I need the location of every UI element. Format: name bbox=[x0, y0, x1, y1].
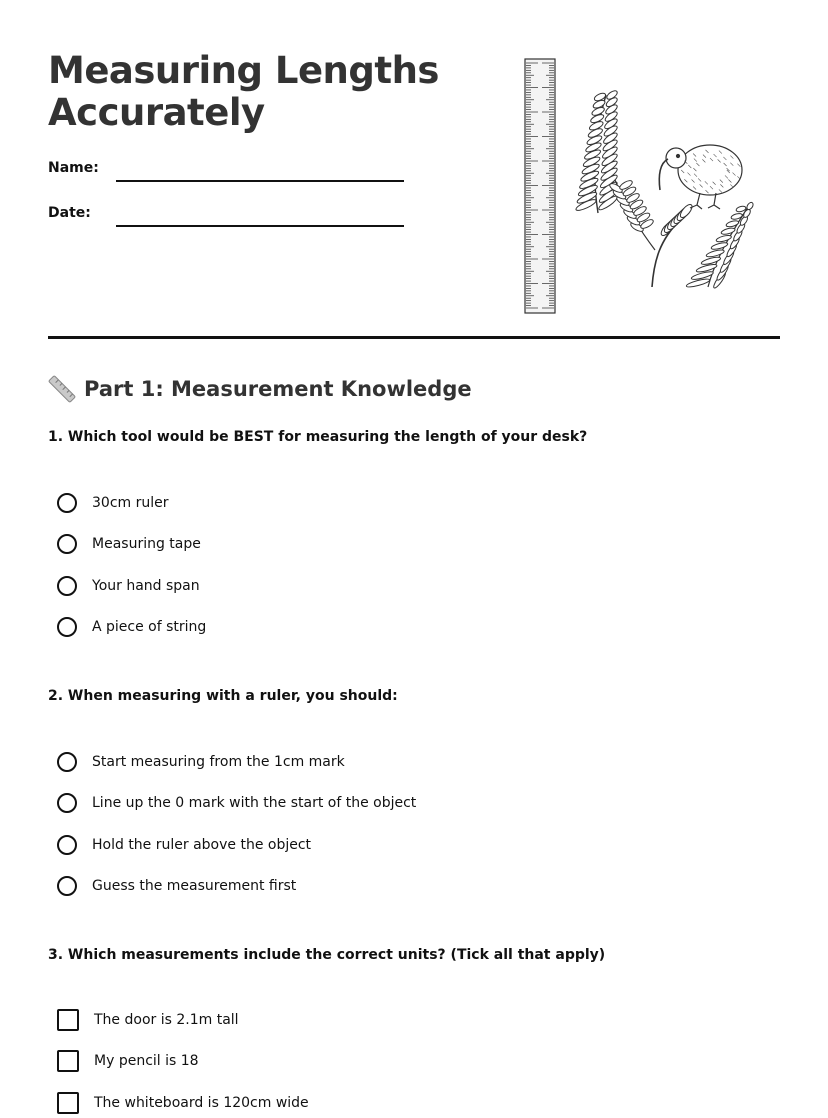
question-3: 3. Which measurements include the correct units? (Tick all that apply) bbox=[48, 947, 606, 963]
q2-option-3[interactable] bbox=[57, 832, 311, 858]
section-title-text: Part 1: Measurement Knowledge bbox=[84, 377, 472, 401]
branch-icon bbox=[608, 179, 694, 287]
radio-button[interactable] bbox=[57, 576, 77, 596]
radio-button[interactable] bbox=[57, 876, 77, 896]
q1-option-1[interactable] bbox=[57, 490, 169, 516]
q2-option-1[interactable] bbox=[57, 749, 345, 775]
radio-button[interactable] bbox=[57, 793, 77, 813]
nature-measurement-illustration bbox=[520, 55, 760, 317]
radio-button[interactable] bbox=[57, 617, 77, 637]
title-line-2: Accurately bbox=[48, 91, 265, 134]
checkbox[interactable] bbox=[57, 1092, 79, 1114]
q1-option-2[interactable] bbox=[57, 531, 201, 557]
radio-button[interactable] bbox=[57, 534, 77, 554]
q3-option-3[interactable] bbox=[57, 1090, 309, 1116]
q3-option-1[interactable] bbox=[57, 1007, 239, 1033]
q1-option-4[interactable] bbox=[57, 614, 206, 640]
header-divider bbox=[48, 336, 780, 339]
option-label: Guess the measurement first bbox=[92, 878, 297, 894]
date-label: Date: bbox=[48, 205, 91, 221]
q2-option-2[interactable] bbox=[57, 790, 416, 816]
q1-option-3[interactable] bbox=[57, 573, 200, 599]
option-label: Your hand span bbox=[92, 578, 200, 594]
kiwi-bird-icon bbox=[659, 145, 742, 209]
checkbox[interactable] bbox=[57, 1050, 79, 1072]
title-line-1: Measuring Lengths bbox=[48, 49, 439, 92]
date-field[interactable] bbox=[116, 225, 404, 227]
option-label: Measuring tape bbox=[92, 536, 201, 552]
name-field[interactable] bbox=[116, 180, 404, 182]
option-label: Start measuring from the 1cm mark bbox=[92, 754, 345, 770]
option-label: 30cm ruler bbox=[92, 495, 169, 511]
section-title-part-1 bbox=[48, 375, 472, 403]
question-2: 2. When measuring with a ruler, you should: bbox=[48, 688, 398, 704]
option-label: The whiteboard is 120cm wide bbox=[94, 1095, 309, 1111]
fern-icon bbox=[575, 89, 619, 213]
option-label: The door is 2.1m tall bbox=[94, 1012, 239, 1028]
ruler-icon bbox=[525, 59, 555, 313]
radio-button[interactable] bbox=[57, 752, 77, 772]
question-1: 1. Which tool would be BEST for measuring the length of your desk? bbox=[48, 429, 588, 445]
radio-button[interactable] bbox=[57, 835, 77, 855]
page-title bbox=[48, 50, 468, 134]
name-label: Name: bbox=[48, 160, 99, 176]
q3-option-2[interactable] bbox=[57, 1048, 199, 1074]
option-label: A piece of string bbox=[92, 619, 207, 635]
option-label: Line up the 0 mark with the start of the object bbox=[92, 795, 417, 811]
radio-button[interactable] bbox=[57, 493, 77, 513]
option-label: Hold the ruler above the object bbox=[92, 837, 312, 853]
checkbox[interactable] bbox=[57, 1009, 79, 1031]
q2-option-4[interactable] bbox=[57, 873, 296, 899]
option-label: My pencil is 18 bbox=[94, 1053, 199, 1069]
fern-frond-icon bbox=[686, 201, 755, 289]
ruler-icon bbox=[48, 375, 76, 403]
